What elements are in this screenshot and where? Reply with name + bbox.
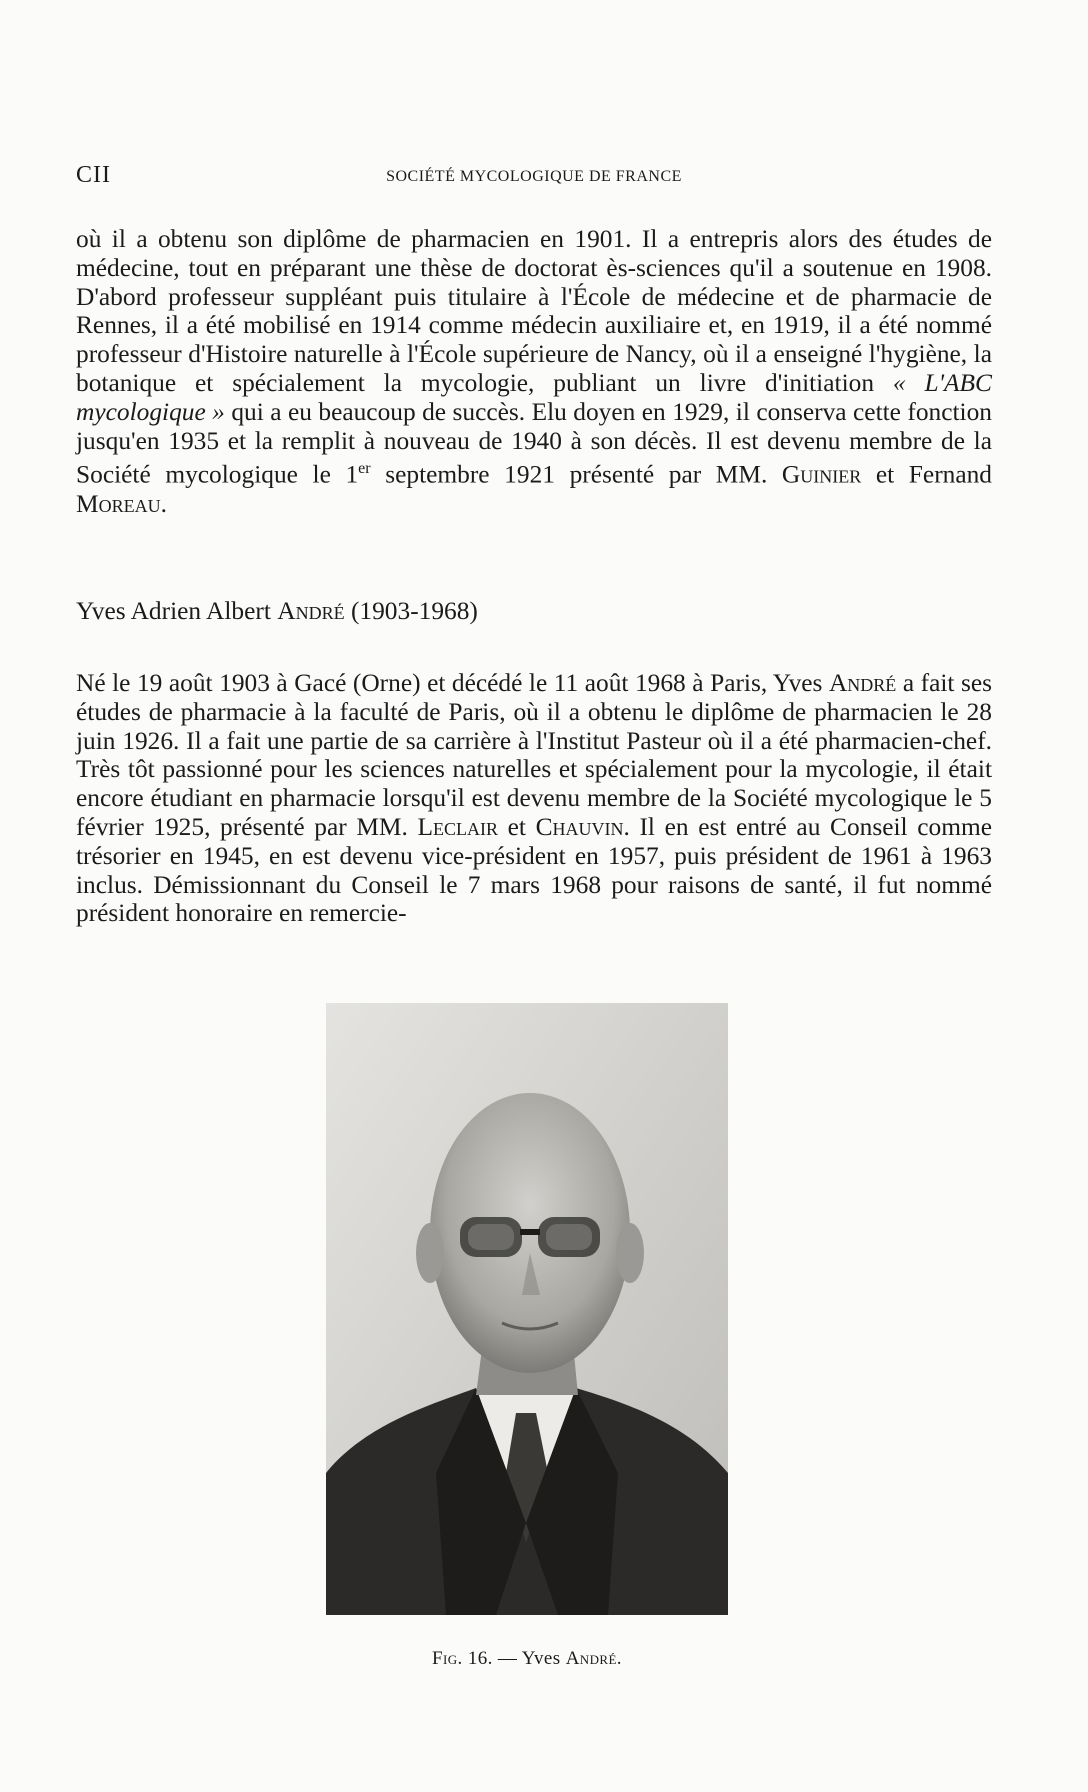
book-title: « L'ABC mycologique » — [76, 368, 992, 426]
person-name: Guinier — [781, 460, 862, 489]
caption-text: — Yves — [492, 1648, 566, 1669]
text-run: septembre 1921 présenté par MM. — [370, 460, 782, 489]
paragraph-2 — [76, 669, 992, 928]
person-name: Moreau — [76, 489, 161, 518]
text-run: où il a obtenu son diplôme de pharmacien en 1901. Il a entrepris alors des études de médecine, tout en préparant une thèse de doctorat ès-sciences qu'il a soutenue en 1908. D'abord professeur suppléant puis titulaire à l'École de médecine et de pharmacie de Rennes, il a été mobilisé en 1914 comme médecin auxiliaire et, en 1919, il a été nommé professeur d'Histoire naturelle à l'École supérieure de Nancy, où il a enseigné l'hygiène, la botanique et spécialement la mycologie, publiant un livre d'initiation — [76, 225, 992, 397]
text-run: . Il en est entré au Conseil comme trésorier en 1945, en est devenu vice-président en 1957, puis président de 1961 à 1963 inclus. Démissionnant du Conseil le 7 mars 1968 pour raisons de santé, il fut nommé président honoraire en remercie- — [76, 812, 992, 928]
heading-dates: (1903-1968) — [344, 597, 478, 625]
text-run: Né le 19 août 1903 à Gacé (Orne) et décédé le 11 août 1968 à Paris, Yves — [76, 669, 829, 697]
running-title: SOCIÉTÉ MYCOLOGIQUE DE FRANCE — [386, 168, 682, 185]
section-heading — [76, 596, 478, 626]
text-run: . — [160, 489, 167, 518]
heading-surname: André — [277, 597, 345, 625]
heading-text: Yves Adrien Albert — [76, 597, 278, 625]
caption-surname: André — [565, 1648, 617, 1669]
ordinal-superscript: er — [358, 460, 371, 478]
page-number: CII — [76, 162, 111, 188]
person-name: Leclair — [417, 812, 498, 841]
person-name: André — [828, 669, 897, 697]
caption-end: . — [616, 1648, 622, 1669]
text-run: et Fernand — [861, 460, 992, 489]
text-run: a fait ses études de pharmacie à la faculté de Paris, où il a obtenu le diplôme de pharmacien le 28 juin 1926. Il a fait une partie de sa carrière à l'Institut Pasteur où il a été pharmacien-chef. Très tôt passionné pour les sciences naturelles et spécialement pour la mycologie, il était encore étudiant en pharmacie lorsqu'il est devenu membre de la Société mycologique le 5 février 1925, présenté par MM. — [76, 669, 992, 841]
portrait-photo — [326, 1003, 728, 1615]
figure-number: Fig. 16. — [432, 1648, 493, 1669]
text-run: et — [497, 812, 536, 841]
figure-caption — [326, 1648, 728, 1670]
text-run: qui a eu beaucoup de succès. Elu doyen en 1929, il conserva cette fonction jusqu'en 1935 et la remplit à nouveau de 1940 à son décès. Il est devenu membre de la Société mycologique le 1 — [76, 397, 993, 489]
paragraph-1 — [76, 225, 992, 518]
page-header — [76, 162, 992, 196]
person-name: Chauvin — [535, 812, 624, 841]
portrait-illustration — [326, 1003, 728, 1615]
